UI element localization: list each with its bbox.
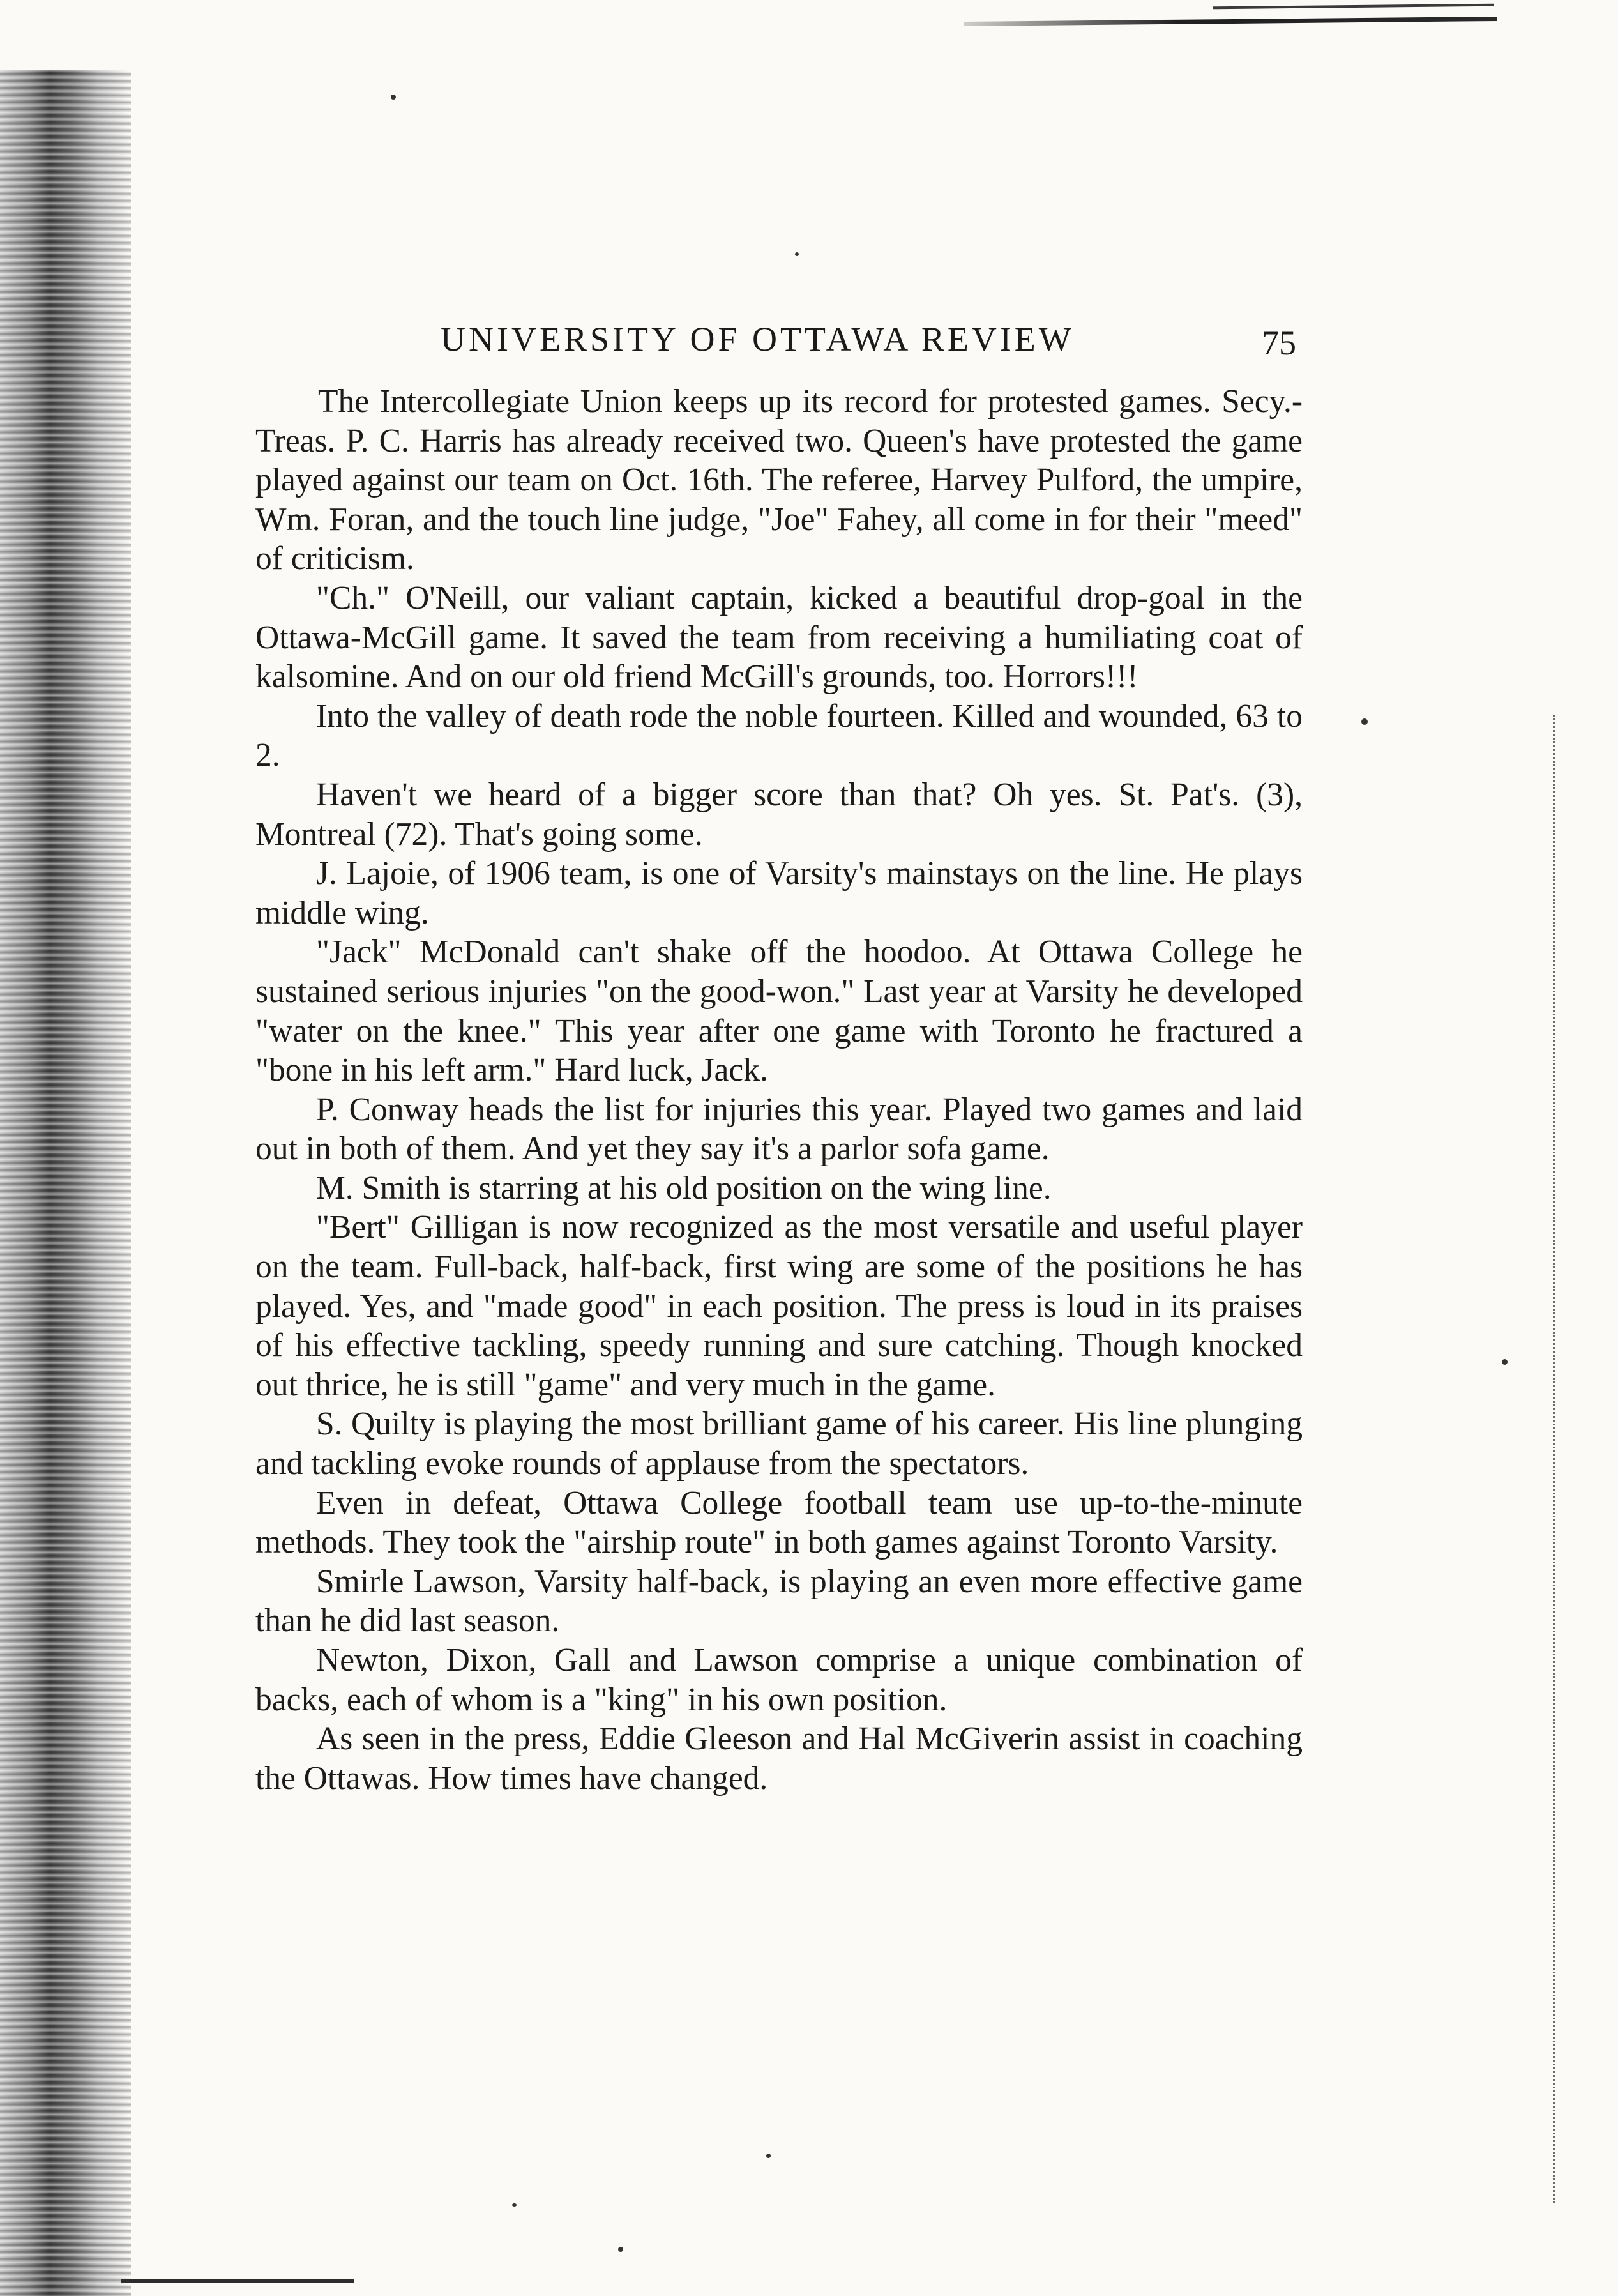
page-header xyxy=(441,319,1296,370)
paragraph-conway: P. Conway heads the list for injuries this year. Played two games and laid out in both of them. And yet they say it's a parlor sofa game. xyxy=(255,1091,1303,1167)
scan-speck xyxy=(1502,1359,1508,1365)
paragraph-mcdonald: "Jack" McDonald can't shake off the hoodoo. At Ottawa College he sustained serious injuries "on the good-won." Last year at Varsity he developed "water on the knee." This year after one game with Toronto he fractured a "bone in his left arm." Hard luck, Jack. xyxy=(255,934,1303,1089)
paragraph-airship-route: Even in defeat, Ottawa College football team use up-to-the-minute methods. They took the "airship route" in both games against Toronto Varsity. xyxy=(255,1484,1303,1561)
paragraph-smirle-lawson: Smirle Lawson, Varsity half-back, is playing an even more effective game than he did last season. xyxy=(255,1563,1303,1639)
article-body xyxy=(255,382,1303,1798)
page-binding-shadow xyxy=(0,70,131,2296)
paragraph-valley-of-death: Into the valley of death rode the noble fourteen. Killed and wounded, 63 to 2. xyxy=(255,697,1303,774)
scan-speck xyxy=(1361,718,1368,725)
paragraph-oneill-drop-goal: "Ch." O'Neill, our valiant captain, kicked a beautiful drop-goal in the Ottawa-McGill game. It saved the team from receiving a humiliating coat of kalsomine. And on our old friend McGill's grounds, too. Horrors!!! xyxy=(255,579,1303,696)
paragraph-bigger-score: Haven't we heard of a bigger score than that? Oh yes. St. Pat's. (3), Montreal (72). That's going some. xyxy=(255,776,1303,853)
page-edge-artifact xyxy=(1553,715,1560,2203)
top-scan-rule xyxy=(964,17,1497,26)
paragraph-quilty: S. Quilty is playing the most brilliant game of his career. His line plunging and tackling evoke rounds of applause from the spectators. xyxy=(255,1406,1303,1482)
scan-speck xyxy=(795,252,799,256)
paragraph-smith: M. Smith is starring at his old position on the wing line. xyxy=(316,1169,1052,1206)
bottom-scan-rule xyxy=(121,2279,354,2283)
page-number: 75 xyxy=(1262,324,1296,362)
scan-speck xyxy=(512,2203,517,2207)
paragraph-backs-combination: Newton, Dixon, Gall and Lawson comprise a unique combination of backs, each of whom is a "king" in his own position. xyxy=(255,1642,1303,1718)
scan-speck xyxy=(766,2154,771,2158)
running-head: UNIVERSITY OF OTTAWA REVIEW xyxy=(441,320,1075,358)
paragraph-coaching: As seen in the press, Eddie Gleeson and Hal McGiverin assist in coaching the Ottawas. How times have changed. xyxy=(255,1721,1303,1797)
scan-speck xyxy=(391,95,396,100)
scan-speck xyxy=(618,2247,623,2252)
top-scan-rule xyxy=(1213,4,1494,10)
paragraph-gilligan: "Bert" Gilligan is now recognized as the most versatile and useful player on the team. Full-back, half-back, first wing are some of the positions he has played. Yes, and "made good" in each position. The press is loud in its praises of his effective tackling, speedy running and sure catching. Though knocked out thrice, he is still "game" and very much in the game. xyxy=(255,1209,1303,1403)
paragraph-lajoie: J. Lajoie, of 1906 team, is one of Varsity's mainstays on the line. He plays middle wing. xyxy=(255,855,1303,931)
paragraph-protested-games: The Intercollegiate Union keeps up its record for protested games. Secy.-Treas. P. C. Harris has already received two. Queen's have protested the game played against our team on Oct. 16th. The referee, Harvey Pulford, the umpire, Wm. Foran, and the touch line judge, "Joe" Fahey, all come in for their "meed" of criticism. xyxy=(255,383,1303,577)
